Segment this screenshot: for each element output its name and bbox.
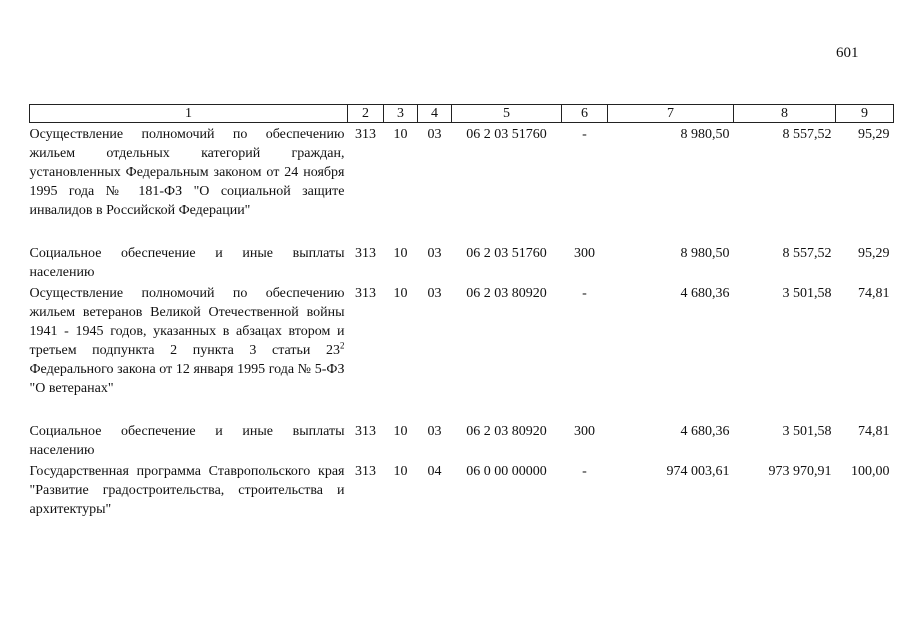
header-col-2: 2 bbox=[348, 105, 384, 123]
row-expense-type: - bbox=[582, 286, 587, 301]
row-expense-type: - bbox=[582, 464, 587, 479]
header-col-6: 6 bbox=[562, 105, 608, 123]
row-description-part-a: Осуществление полномочий по обеспечению жильем ветеранов Великой Отечественной войны 1941 - 1945 годов, указанных в абзацах втором и третьем подпункта 2 пункта 3 статьи 23 bbox=[29, 286, 345, 358]
row-target-code: 06 2 03 51760 bbox=[466, 246, 547, 261]
header-col-5: 5 bbox=[452, 105, 562, 123]
row-subsection: 03 bbox=[427, 127, 442, 142]
header-row bbox=[30, 105, 894, 123]
row-admin-code: 313 bbox=[355, 424, 376, 439]
spacer-row bbox=[30, 398, 894, 420]
row-admin-code: 313 bbox=[355, 464, 376, 479]
row-subsection: 04 bbox=[427, 464, 442, 479]
row-admin-code: 313 bbox=[355, 246, 376, 261]
row-subsection: 03 bbox=[427, 246, 442, 261]
header-col-1: 1 bbox=[30, 105, 348, 123]
row-description: Государственная программа Ставропольского края "Развитие градостроительства, строительства и архитектуры" bbox=[29, 464, 345, 517]
table-row bbox=[30, 420, 894, 460]
row-percent: 100,00 bbox=[851, 464, 890, 479]
row-expense-type: 300 bbox=[574, 424, 595, 439]
row-subsection: 03 bbox=[427, 286, 442, 301]
row-section: 10 bbox=[393, 464, 408, 479]
page-number: 601 bbox=[836, 45, 859, 61]
header-col-4: 4 bbox=[418, 105, 452, 123]
row-admin-code: 313 bbox=[355, 127, 376, 142]
row-description: Осуществление полномочий по обеспечению жильем отдельных категорий граждан, установленных Федеральным законом от 24 ноября 1995 года № 181-ФЗ "О социальной защите инвалидов в Российской Федерации" bbox=[29, 127, 345, 218]
table-row bbox=[30, 460, 894, 519]
table-row bbox=[30, 282, 894, 398]
row-description: Социальное обеспечение и иные выплаты населению bbox=[29, 424, 345, 458]
header-col-8: 8 bbox=[734, 105, 836, 123]
row-target-code: 06 0 00 00000 bbox=[466, 464, 547, 479]
budget-table bbox=[29, 104, 894, 519]
row-expense-type: - bbox=[582, 127, 587, 142]
row-planned: 8 980,50 bbox=[680, 246, 730, 261]
row-section: 10 bbox=[393, 424, 408, 439]
row-target-code: 06 2 03 51760 bbox=[466, 127, 547, 142]
row-target-code: 06 2 03 80920 bbox=[466, 424, 547, 439]
row-percent: 74,81 bbox=[858, 286, 890, 301]
spacer-row bbox=[30, 220, 894, 242]
row-planned: 4 680,36 bbox=[680, 286, 730, 301]
row-subsection: 03 bbox=[427, 424, 442, 439]
row-actual: 3 501,58 bbox=[782, 286, 832, 301]
table-row bbox=[30, 123, 894, 221]
row-planned: 4 680,36 bbox=[680, 424, 730, 439]
row-description: Социальное обеспечение и иные выплаты населению bbox=[29, 246, 345, 280]
row-description bbox=[30, 282, 348, 398]
row-actual: 8 557,52 bbox=[782, 127, 832, 142]
row-percent: 95,29 bbox=[858, 246, 890, 261]
row-section: 10 bbox=[393, 246, 408, 261]
row-percent: 95,29 bbox=[858, 127, 890, 142]
row-description-part-b: Федерального закона от 12 января 1995 года № 5-ФЗ "О ветеранах" bbox=[29, 362, 345, 396]
row-admin-code: 313 bbox=[355, 286, 376, 301]
row-actual: 8 557,52 bbox=[782, 246, 832, 261]
row-planned: 974 003,61 bbox=[666, 464, 730, 479]
header-col-7: 7 bbox=[608, 105, 734, 123]
table-row bbox=[30, 242, 894, 282]
row-description-superscript: 2 bbox=[340, 340, 345, 351]
header-col-9: 9 bbox=[836, 105, 894, 123]
header-col-3: 3 bbox=[384, 105, 418, 123]
row-actual: 973 970,91 bbox=[768, 464, 832, 479]
row-section: 10 bbox=[393, 127, 408, 142]
row-expense-type: 300 bbox=[574, 246, 595, 261]
row-actual: 3 501,58 bbox=[782, 424, 832, 439]
row-percent: 74,81 bbox=[858, 424, 890, 439]
row-section: 10 bbox=[393, 286, 408, 301]
row-target-code: 06 2 03 80920 bbox=[466, 286, 547, 301]
row-planned: 8 980,50 bbox=[680, 127, 730, 142]
